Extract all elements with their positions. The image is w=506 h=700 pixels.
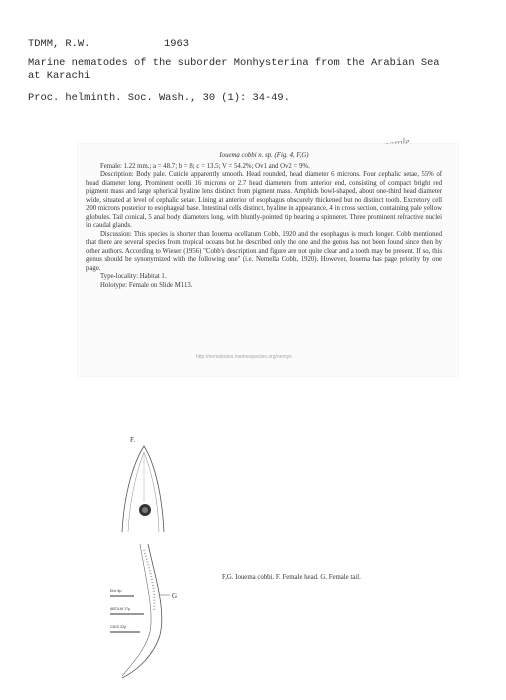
- type-locality: Type-locality: Habitat 1.: [100, 273, 167, 280]
- card-title-line2: at Karachi: [28, 70, 91, 82]
- ocellus-lens: [142, 507, 148, 513]
- figure-g-tail-drawing: [108, 540, 203, 685]
- esophagus-outline: [128, 452, 159, 532]
- figure-caption: F,G. Iouema cobbi. F. Female head. G. Female tail.: [222, 574, 361, 581]
- tail-outline-outer: [122, 544, 162, 678]
- card-citation: Proc. helminth. Soc. Wash., 30 (1): 34-49.: [28, 92, 290, 104]
- source-watermark: http://nematodes.marinespecies.org/nemys: [196, 354, 292, 360]
- figure-g-label: G: [172, 592, 178, 600]
- discussion-paragraph: Discussion: This species is shorter than Iouema ocellatum Cobb, 1920 and the esophagus is much longer. Cobb mentioned that there are several species from tropical oceans but he described only the one and the genus has not been found since then by other authors. According to Wieser (1956) "Cobb's description and figure are not quite clear and a tooth may be present. If so, this genus should be synonymized with the following one" (i.e. Nemella Cobb, 1920). However, Iouema has page priority by one page.: [86, 230, 442, 272]
- card-title-line1: Marine nematodes of the suborder Monhysterina from the Arabian Sea: [28, 57, 440, 69]
- scale-bar-3-label: CDGI 32μ: [110, 625, 127, 629]
- species-description-block: [86, 152, 442, 290]
- card-author: TDMM, R.W.: [28, 38, 91, 50]
- scale-bar-1-label: Ehe 8μ: [110, 589, 122, 593]
- head-outline: [122, 446, 164, 532]
- species-title: Iouema cobbi n. sp. (Fig. 4, F,G): [219, 152, 309, 159]
- holotype: Holotype: Female on Slide M113.: [100, 281, 193, 289]
- figure-f-label: F.: [130, 436, 136, 444]
- female-measurements: Female: 1.22 mm.; a = 48.7; b = 8; c = 13.5; V = 54.2%; Ov1 and Ov2 = 9%.: [100, 162, 310, 170]
- scale-bar-2-label: ABTILM 17μ: [110, 607, 131, 611]
- figure-f-head-drawing: [112, 432, 172, 537]
- intestine-stipple: [144, 550, 154, 610]
- description-paragraph: Description: Body pale. Cuticle apparently smooth. Head rounded, head diameter 6 microns. Four cephalic setae, 55% of head diameter long. Prominent ocelli 16 microns or 2.7 head diameters from anterior end, consisting of compact bright red pigment mass and large spherical hyaline lens distinct from pigment mass. Amphids bowl-shaped, about one-third head diameter wide, situated at level of cephalic setae. Lining at anterior of esophagus obscurely thickened but no distinct tooth. Excretory cell 200 microns posterior to esophageal base. Intestinal cells distinct, hyaline in appearance, 4 in cross section, containing pale yellow globules. Tail conical, 5 anal body diameters long, with bluntly-pointed tip bearing a spinneret. Three prominent refractive nuclei in caudal glands.: [86, 171, 442, 229]
- card-year: 1963: [164, 38, 189, 50]
- reference-card: [28, 38, 488, 118]
